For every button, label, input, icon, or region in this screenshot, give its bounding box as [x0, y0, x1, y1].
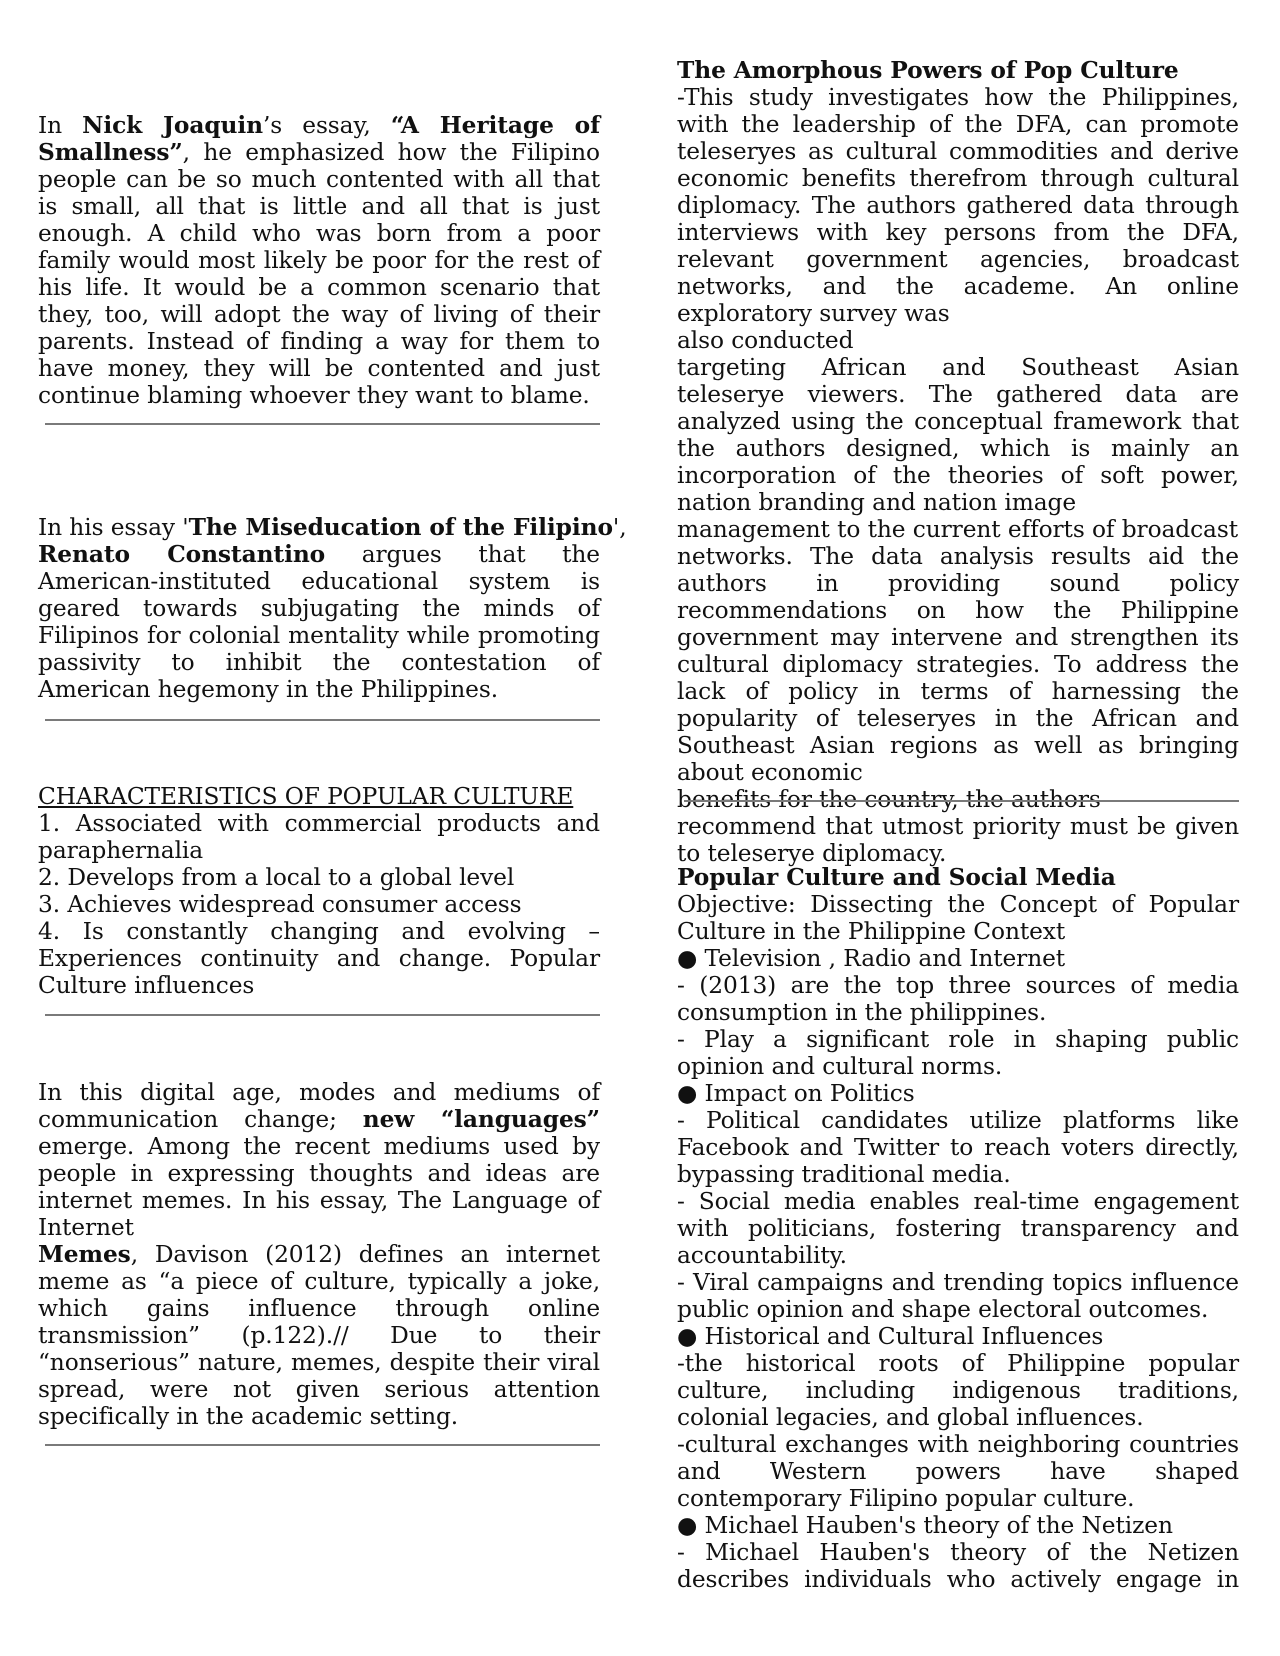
author-name: Nick Joaquin — [82, 112, 263, 139]
text-run: , he emphasized how the Filipino — [182, 139, 600, 166]
bullet-heading: ● Television , Radio and Internet — [677, 945, 1066, 972]
author-name: Renato Constantino — [38, 541, 326, 568]
text-run: ’s essay, — [262, 112, 391, 139]
text-run: , Davison (2012) defines an internet meme as “a piece of culture, typically a joke, which gains influence through online transmission” (p.122).// Due to their “nonserious” nature, memes, despite their viral spread, were not given serious attention specifically in the academic setting. — [38, 1241, 600, 1430]
memes-paragraph — [38, 1079, 600, 1430]
joaquin-line-1 — [38, 112, 600, 139]
essay-title: Smallness” — [38, 139, 183, 166]
essay-title: “A Heritage of — [390, 112, 601, 139]
characteristics-item: 1. Associated with commercial products and paraphernalia — [38, 810, 600, 864]
amorphous-para-2-last: management to the current efforts of broadcast — [677, 516, 1238, 543]
bullet-heading: ● Historical and Cultural Influences — [677, 1323, 1104, 1350]
objective: Objective: Dissecting the Concept of Popular Culture in the Philippine Context — [677, 891, 1239, 945]
amorphous-para-4: recommend that utmost priority must be given to teleserye diplomacy. — [677, 813, 1239, 867]
constantino-line-1 — [38, 514, 627, 541]
bullet-detail: -the historical roots of Philippine popular culture, including indigenous traditions, colonial legacies, and global influences. — [677, 1350, 1239, 1431]
characteristics-item: 4. Is constantly changing and evolving – Experiences continuity and change. Popular Culture influences — [38, 918, 600, 999]
constantino-body: American-instituted educational system is geared towards subjugating the minds of Filipinos for colonial mentality while promoting passivity to inhibit the contestation of American hegemony in the Philippines. — [38, 568, 600, 703]
bullet-detail: - Michael Hauben's theory of the Netizen describes individuals who actively engage in — [677, 1539, 1239, 1593]
amorphous-para-3: networks. The data analysis results aid the authors in providing sound policy recommendations on how the Philippine government may intervene and strengthen its cultural diplomacy strategies. To address the lack of policy in terms of harnessing the popularity of teleseryes in the African and Southeast Asian regions as well as bringing about economic — [677, 543, 1239, 786]
emphasis: Memes — [38, 1241, 131, 1268]
section-title — [677, 57, 1239, 84]
characteristics-heading: CHARACTERISTICS OF POPULAR CULTURE — [38, 783, 574, 810]
joaquin-paragraph — [38, 112, 600, 409]
text-run: In his essay ' — [38, 514, 189, 541]
characteristics-section — [38, 783, 600, 999]
emphasis: new “languages” — [362, 1106, 600, 1133]
bullet-detail: - Political candidates utilize platforms like Facebook and Twitter to reach voters directly, bypassing traditional media. — [677, 1107, 1239, 1188]
amorphous-para-1-last: also conducted — [677, 327, 854, 354]
bullet-detail: - Play a significant role in shaping public opinion and cultural norms. — [677, 1026, 1239, 1080]
bullet-detail: - Social media enables real-time engagement with politicians, fostering transparency and accountability. — [677, 1188, 1239, 1269]
text-run: In this digital age, modes and mediums of communication change; — [38, 1079, 600, 1133]
section-title — [677, 864, 1239, 891]
divider — [45, 1014, 600, 1016]
joaquin-body: people can be so much contented with all that is small, all that is little and all that is just enough. A child who was born from a poor family would most likely be poor for the rest of his life. It would be a common scenario that they, too, will adopt the way of living of their parents. Instead of finding a way for them to have money, they will be contented and just continue blaming whoever they want to blame. — [38, 166, 600, 409]
joaquin-line-2 — [38, 139, 600, 166]
bullet-detail: - (2013) are the top three sources of media consumption in the philippines. — [677, 972, 1239, 1026]
memes-intro — [38, 1079, 600, 1241]
text-run: emerge. Among the recent mediums used by people in expressing thoughts and ideas are internet memes. In his essay, The Language of Internet — [38, 1133, 600, 1241]
title-text: Popular Culture and Social Media — [677, 864, 1116, 891]
essay-title: The Miseducation of the Filipino — [188, 514, 613, 541]
divider — [45, 719, 600, 721]
divider — [45, 1444, 600, 1446]
amorphous-para-1: -This study investigates how the Philippines, with the leadership of the DFA, can promote teleseryes as cultural commodities and derive economic benefits therefrom through cultural diplomacy. The authors gathered data through interviews with key persons from the DFA, relevant government agencies, broadcast networks, and the academe. An online exploratory survey was — [677, 84, 1239, 327]
divider — [45, 423, 600, 425]
social-media-section — [677, 864, 1239, 1593]
constantino-line-2 — [38, 541, 600, 568]
bullet-detail: -cultural exchanges with neighboring countries and Western powers have shaped contemporary Filipino popular culture. — [677, 1431, 1239, 1512]
bullet-heading: ● Michael Hauben's theory of the Netizen — [677, 1512, 1173, 1539]
amorphous-para-2: targeting African and Southeast Asian teleserye viewers. The gathered data are analyzed using the conceptual framework that the authors designed, which is mainly an incorporation of the theories of soft power, nation branding and nation image — [677, 354, 1239, 516]
text-run: ', — [612, 514, 627, 541]
text-run: argues that the — [325, 541, 600, 568]
bullet-detail: - Viral campaigns and trending topics influence public opinion and shape electoral outcomes. — [677, 1269, 1239, 1323]
bullet-heading: ● Impact on Politics — [677, 1080, 915, 1107]
divider — [684, 800, 1239, 802]
amorphous-section — [677, 57, 1239, 867]
memes-body — [38, 1241, 600, 1430]
characteristics-item: 3. Achieves widespread consumer access — [38, 891, 522, 918]
text-run: In — [38, 112, 83, 139]
characteristics-item: 2. Develops from a local to a global level — [38, 864, 515, 891]
constantino-paragraph — [38, 514, 627, 703]
amorphous-para-3-last: benefits for the country, the authors — [677, 786, 1101, 813]
title-text: The Amorphous Powers of Pop Culture — [677, 57, 1179, 84]
